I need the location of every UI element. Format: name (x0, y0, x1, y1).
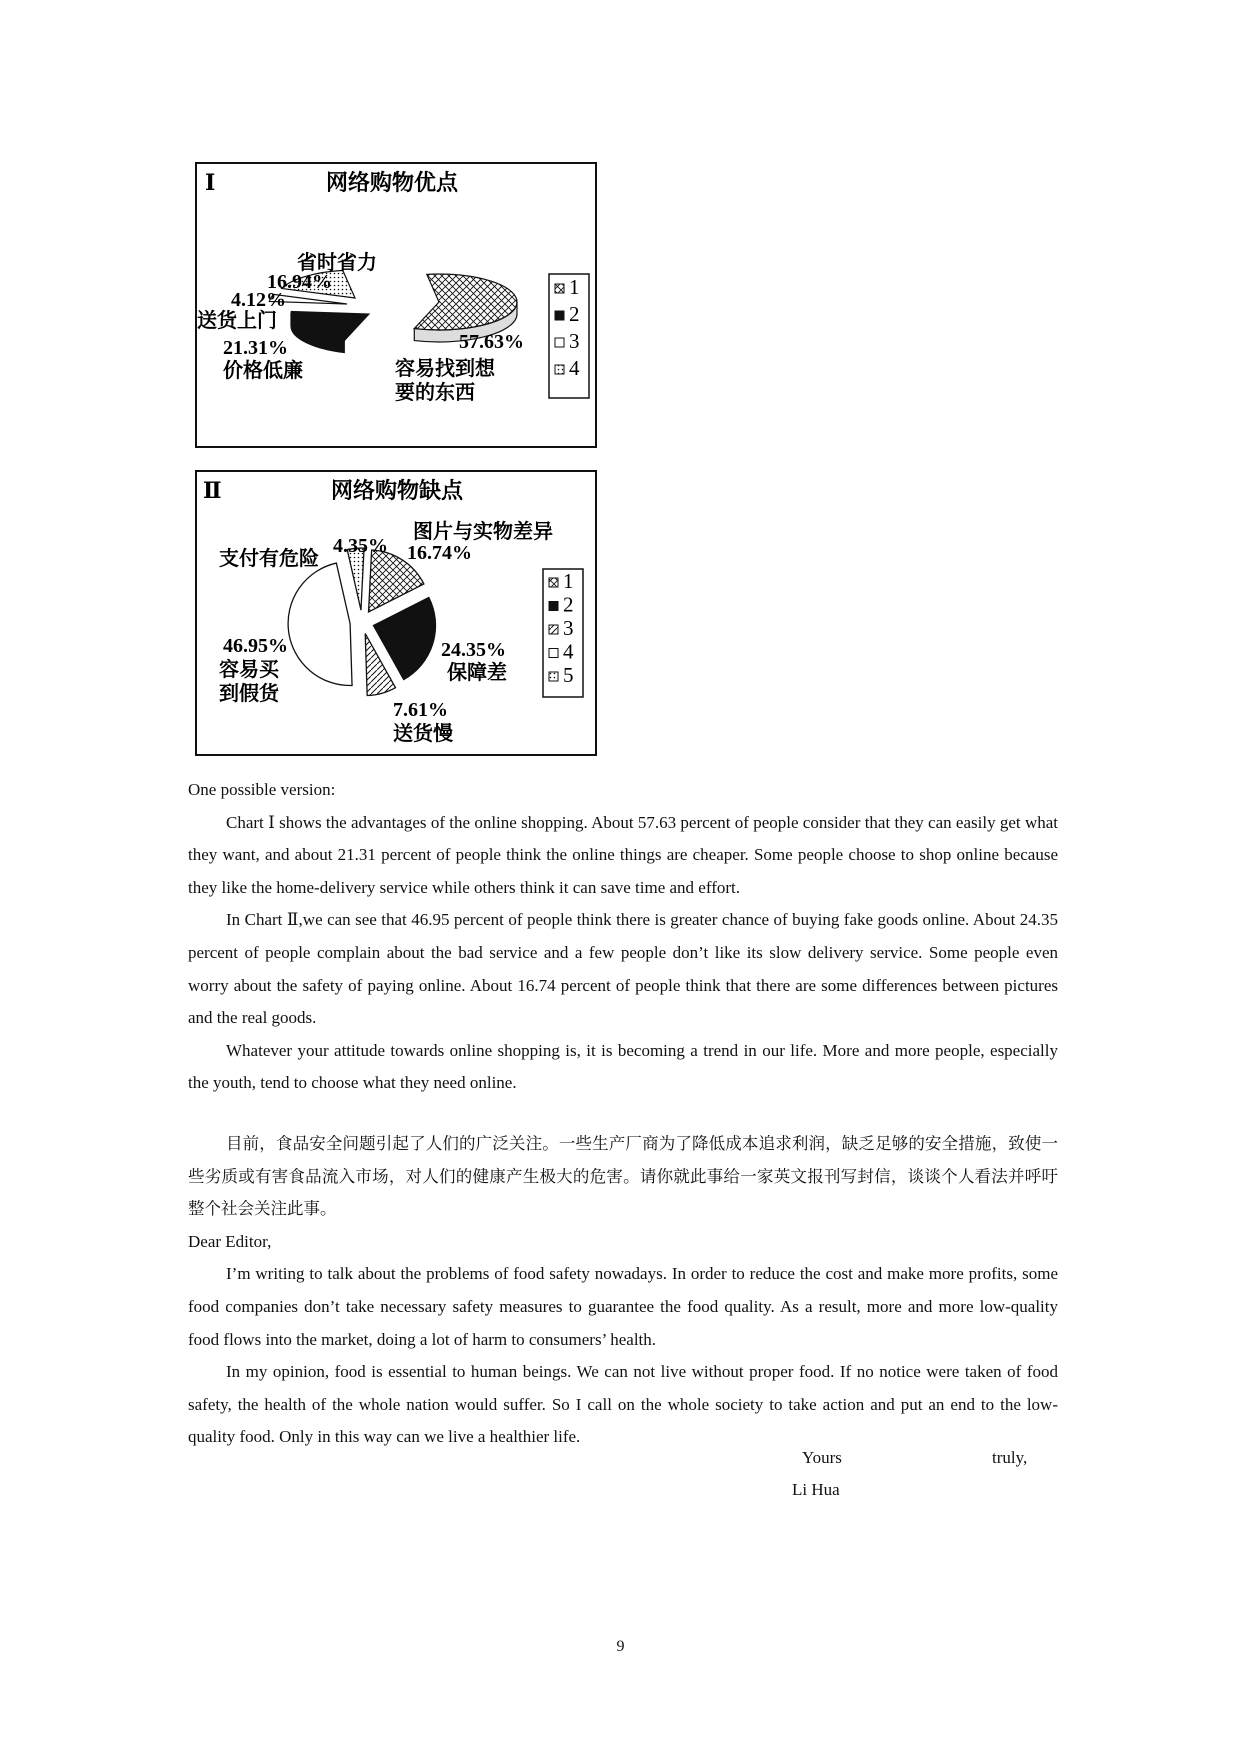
legend-swatch (549, 649, 558, 658)
value-guarantee: 24.35% (441, 639, 506, 661)
value-save-time: 16.94% (267, 271, 332, 293)
essay-paragraph: Chart Ⅰ shows the advantages of the online shopping. About 57.63 percent of people consider that they can easily get what they want, and about 21.31 percent of people think the online things are cheaper. Some people choose to shop online because they like the home-delivery service while others think it can save time and effort. (188, 812, 1058, 897)
essay-heading: One possible version: (188, 780, 336, 799)
legend-label: 5 (563, 663, 574, 687)
legend-label: 4 (563, 639, 574, 664)
legend-label: 2 (563, 592, 574, 617)
letter-section (188, 1128, 1058, 1454)
legend-swatch (549, 672, 558, 681)
legend-swatch (549, 602, 558, 611)
legend-swatch (549, 625, 558, 634)
legend-swatch (555, 284, 564, 293)
legend-swatch (555, 365, 564, 374)
page-number: 9 (616, 1638, 625, 1655)
task-prompt: 目前，食品安全问题引起了人们的广泛关注。一些生产厂商为了降低成本追求利润，缺乏足够的安全措施，致使一些劣质或有害食品流入市场，对人们的健康产生极大的危害。请你就此事给一家英文报刊写封信，谈谈个人看法并呼吁整个社会关注此事。 (188, 1134, 1058, 1219)
essay-paragraph: In Chart Ⅱ,we can see that 46.95 percent of people think there is greater chance of buying fake goods online. About 24.35 percent of people complain about the bad service and a few people don’t like its slow delivery service. Some people even worry about the safety of paying online. About 16.74 percent of people think that there are some differences between pictures and the real goods. (188, 910, 1058, 1028)
legend-label: 1 (569, 275, 580, 299)
legend-label: 3 (569, 329, 580, 353)
signature: Li Hua (792, 1480, 840, 1499)
label-payment: 支付有危险 (219, 546, 319, 570)
chart-disadvantages (195, 470, 597, 756)
letter-paragraph: In my opinion, food is essential to human beings. We can not live without proper food. If no notice were taken of food safety, the health of the whole nation would suffer. So I call on the whole society to take action and put an end to the low-quality food. Only in this way can we live a healthier life. (188, 1362, 1058, 1447)
chart-advantages (195, 162, 597, 448)
pie-slice (347, 548, 364, 610)
legend-label: 4 (569, 356, 580, 380)
legend-swatch (555, 338, 564, 347)
label-fake-b: 到假货 (219, 681, 279, 705)
value-slow: 7.61% (393, 699, 448, 721)
value-cheap: 21.31% (223, 337, 288, 359)
label-guarantee: 保障差 (447, 660, 507, 684)
label-easy-b: 要的东西 (395, 380, 475, 404)
chart-disadvantages-svg (197, 472, 595, 754)
chart-title: 网络购物缺点 (330, 479, 464, 504)
chart-numeral: Ⅰ (205, 170, 216, 196)
chart-numeral: Ⅱ (203, 478, 222, 504)
value-picture: 16.74% (407, 542, 472, 564)
label-fake-a: 容易买 (219, 657, 279, 681)
pie-slice (288, 563, 352, 685)
closing-yours: Yours (802, 1448, 842, 1467)
letter-salutation: Dear Editor, (188, 1231, 272, 1251)
value-delivery: 4.12% (231, 289, 286, 311)
value-easy: 57.63% (459, 331, 524, 353)
legend-label: 3 (563, 616, 574, 640)
label-slow: 送货慢 (393, 721, 453, 745)
closing-truly: truly, (992, 1448, 1028, 1467)
essay-model-answer (188, 774, 1058, 1100)
pie-group (288, 548, 435, 695)
label-delivery: 送货上门 (197, 308, 277, 332)
value-fake: 46.95% (223, 635, 288, 657)
value-payment: 4.35% (333, 535, 388, 557)
label-cheap: 价格低廉 (223, 358, 303, 382)
essay-paragraph: Whatever your attitude towards online shopping is, it is becoming a trend in our life. More and more people, especially the youth, tend to choose what they need online. (188, 1040, 1058, 1093)
label-save-time: 省时省力 (297, 250, 377, 274)
letter-paragraph: I’m writing to talk about the problems of food safety nowadays. In order to reduce the cost and make more profits, some food companies don’t take necessary safety measures to guarantee the food quality. As a result, more and more low-quality food flows into the market, doing a lot of harm to consumers’ health. (188, 1264, 1058, 1349)
legend-swatch (555, 311, 564, 320)
chart-advantages-svg (197, 164, 595, 446)
legend-swatch (549, 578, 558, 587)
label-picture: 图片与实物差异 (413, 519, 553, 543)
legend-label: 2 (569, 302, 580, 326)
chart-title: 网络购物优点 (325, 171, 459, 196)
legend-label: 1 (563, 569, 574, 593)
label-easy-a: 容易找到想 (395, 356, 495, 380)
